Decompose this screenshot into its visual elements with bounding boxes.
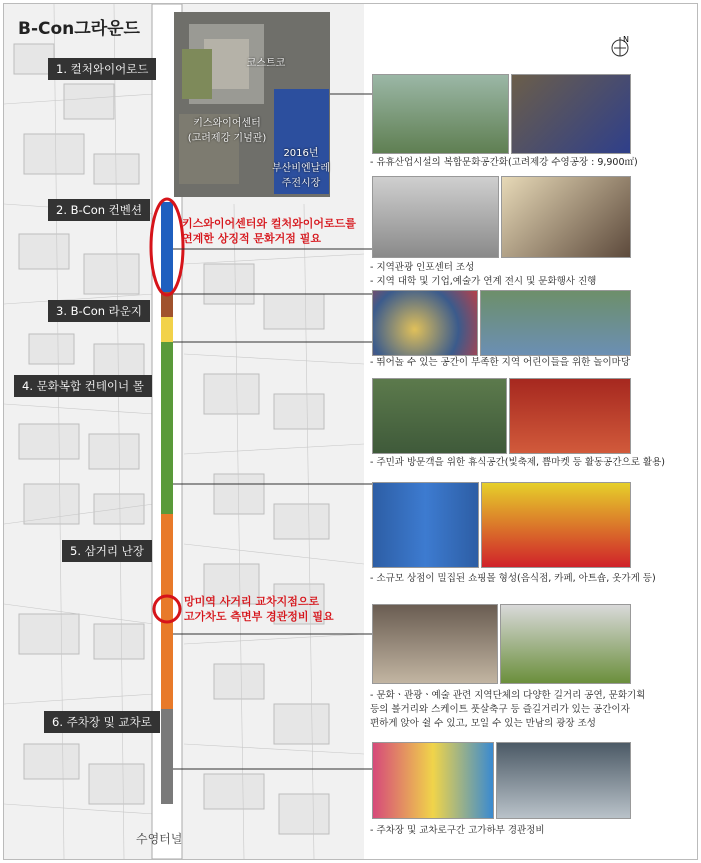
bottom-label: 수영터널 — [136, 832, 183, 846]
note-convention: 키스와이어센터와 컬처와이어로드를 연계한 상징적 문화거점 필요 — [182, 217, 356, 245]
north-symbol: N — [623, 35, 629, 44]
caption-6: - 문화ㆍ관광ㆍ예술 관련 지역단체의 다양한 길거리 공연, 문화기획 등의 볼거리와 스케이트 풋살축구 등 즐길거리가 있는 공간이자 편하게 앉아 쉴 수 있고, 모일 수 있는 만남의 광장 조성 — [370, 690, 646, 729]
photo-6b — [500, 604, 631, 684]
caption-2: - 지역관광 인포센터 조성 - 지역 대학 및 기업,예술가 연계 전시 및 문화행사 진행 — [370, 262, 597, 287]
aerial-label-kiswire: 키스와이어센터 (고려제강 기념관) — [187, 118, 267, 144]
caption-4: - 주민과 방문객을 위한 휴식공간(빛축제, 쁨마켓 등 활동공간으로 활용) — [370, 457, 665, 468]
page-title: B-Con그라운드 — [18, 19, 140, 39]
page-frame — [3, 3, 698, 860]
photo-3a — [372, 290, 478, 356]
photo-1a — [372, 74, 509, 154]
section-label-1: 1. 컬처와이어로드 — [48, 58, 156, 80]
photo-2b — [501, 176, 631, 258]
section-label-2: 2. B-Con 컨벤션 — [48, 199, 150, 221]
photo-7a — [372, 742, 494, 819]
photo-5b — [481, 482, 631, 568]
aerial-label-biennale: 2016년 부산비엔날레 주전시장 — [272, 148, 330, 189]
caption-1: - 유휴산업시설의 복합문화공간화(고려제강 수영공장 : 9,900㎡) — [370, 157, 638, 168]
section-label-5: 5. 삼거리 난장 — [62, 540, 152, 562]
section-label-3: 3. B-Con 라운지 — [48, 300, 150, 322]
caption-5: - 소규모 상점이 밀집된 쇼핑몰 형성(음식점, 카페, 아트숍, 옷가게 등) — [370, 573, 656, 584]
section-label-6: 6. 주차장 및 교차로 — [44, 711, 160, 733]
section-label-4: 4. 문화복합 컨테이너 몰 — [14, 375, 152, 397]
photo-7b — [496, 742, 631, 819]
photo-6a — [372, 604, 498, 684]
caption-7: - 주차장 및 교차로구간 고가하부 경관정비 — [370, 825, 545, 836]
photo-3b — [480, 290, 631, 356]
photo-1b — [511, 74, 631, 154]
aerial-label-costco: 코스트코 — [246, 58, 286, 69]
note-intersection: 망미역 사거리 교차지점으로 고가차도 측면부 경관정비 필요 — [184, 595, 334, 623]
caption-3: - 뛰어놀 수 있는 공간이 부족한 지역 어린이들을 위한 놀이마당 — [370, 357, 631, 368]
photo-2a — [372, 176, 499, 258]
photo-4a — [372, 378, 507, 454]
north-arrow-icon — [608, 34, 632, 61]
photo-5a — [372, 482, 479, 568]
photo-4b — [509, 378, 631, 454]
